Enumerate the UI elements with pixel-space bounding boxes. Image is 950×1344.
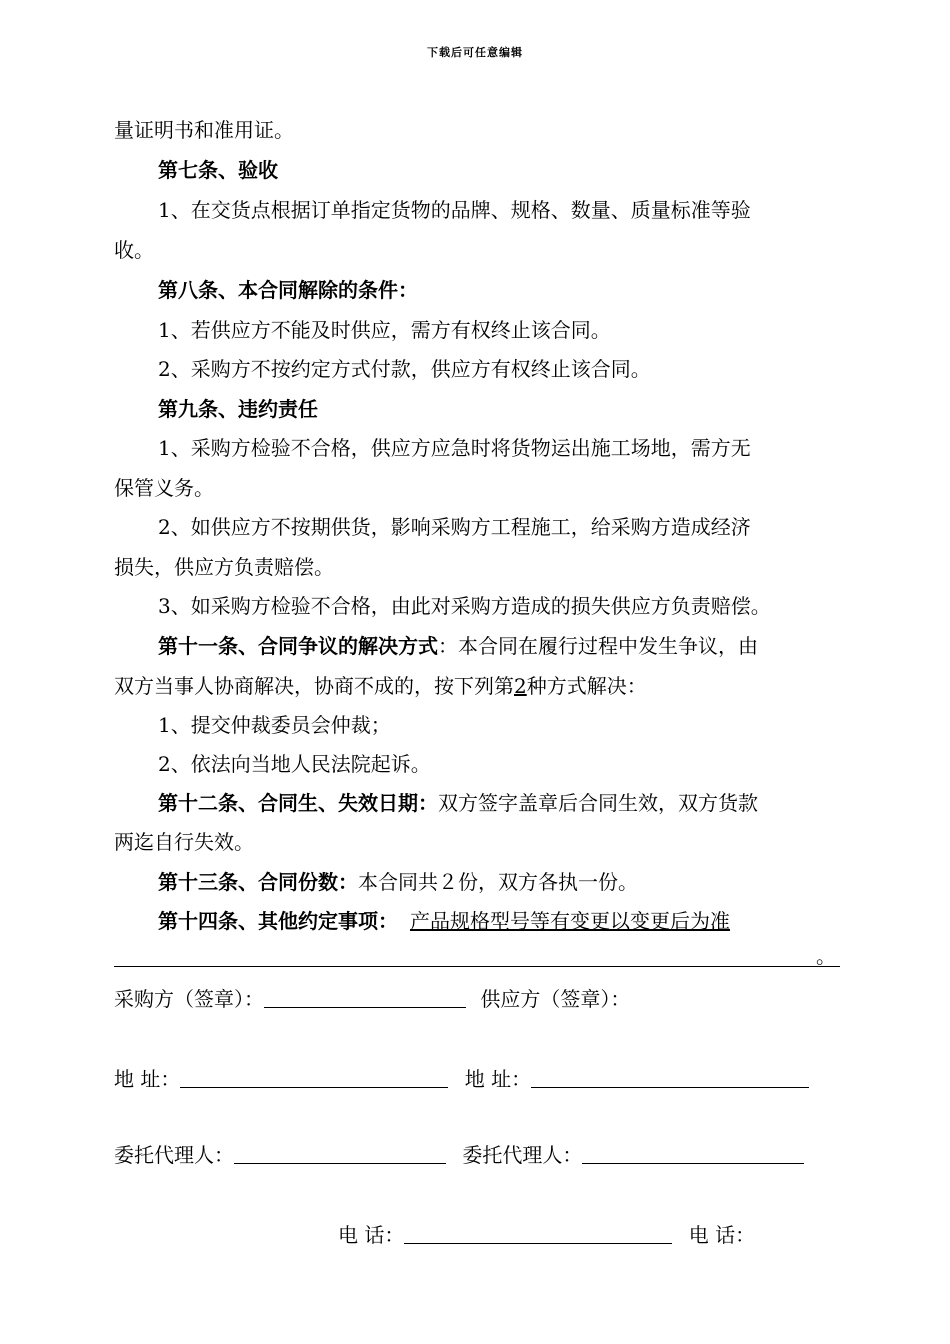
buyer-signature-row (114, 985, 844, 1013)
buyer-phone-blank[interactable] (404, 1223, 672, 1244)
page-header: 下载后可任意编辑 (427, 46, 523, 59)
article-11-line-2 (114, 672, 844, 700)
article-13-line (158, 868, 848, 896)
article-11-method-number: 2 (514, 674, 527, 698)
article-9-item-1-cont: 保管义务。 (114, 476, 214, 500)
article-8-item-1: 1、若供应方不能及时供应，需方有权终止该合同。 (158, 318, 611, 342)
article-11-item-2: 2、依法向当地人民法院起诉。 (158, 752, 431, 776)
article-11-line-1 (158, 632, 848, 660)
article-9-item-2: 2、如供应方不按期供货，影响采购方工程施工，给采购方造成经济 (158, 515, 751, 539)
phone-row (338, 1221, 838, 1249)
text-line: 量证明书和准用证。 (114, 118, 294, 142)
article-12-text: 双方签字盖章后合同生效，双方货款 (438, 791, 758, 815)
article-9-item-2-cont: 损失，供应方负责赔偿。 (114, 555, 334, 579)
article-7-item-1-cont: 收。 (114, 238, 154, 262)
buyer-address-label: 地 址： (114, 1067, 181, 1091)
article-9-item-3: 3、如采购方检验不合格，由此对采购方造成的损失供应方负责赔偿。 (158, 594, 771, 618)
article-13-title: 第十三条、合同份数： (158, 870, 358, 894)
article-9-item-1: 1、采购方检验不合格，供应方应急时将货物运出施工场地，需方无 (158, 436, 751, 460)
supplier-agent-blank[interactable] (582, 1143, 804, 1164)
supplier-sign-label: 供应方（签章）： (480, 987, 631, 1011)
article-11-text: ：本合同在履行过程中发生争议，由 (438, 634, 758, 658)
fill-in-rule (114, 966, 840, 967)
article-12-line-1 (158, 789, 848, 817)
article-8-title: 第八条、本合同解除的条件： (158, 278, 418, 302)
article-11-title: 第十一条、合同争议的解决方式 (158, 634, 438, 658)
article-12-line-2: 两迄自行失效。 (114, 830, 254, 854)
buyer-sign-blank[interactable] (264, 987, 466, 1008)
buyer-sign-label: 采购方（签章）： (114, 987, 264, 1011)
article-14-end-mark: 。 (816, 944, 836, 968)
article-7-title: 第七条、验收 (158, 158, 278, 182)
article-7-item-1: 1、在交货点根据订单指定货物的品牌、规格、数量、质量标准等验 (158, 198, 751, 222)
article-11-text-pre: 双方当事人协商解决，协商不成的，按下列第 (114, 674, 514, 698)
article-8-item-2: 2、采购方不按约定方式付款，供应方有权终止该合同。 (158, 357, 651, 381)
article-13-text: 本合同共２份，双方各执一份。 (358, 870, 638, 894)
supplier-address-blank[interactable] (531, 1067, 809, 1088)
buyer-agent-label: 委托代理人： (114, 1143, 234, 1167)
article-9-title: 第九条、违约责任 (158, 397, 318, 421)
article-14-title: 第十四条、其他约定事项： (158, 909, 398, 933)
article-11-item-1: 1、提交仲裁委员会仲裁； (158, 713, 391, 737)
supplier-phone-label: 电 话： (688, 1223, 756, 1247)
buyer-address-blank[interactable] (180, 1067, 448, 1088)
article-14-line (158, 907, 848, 935)
agent-row (114, 1141, 844, 1169)
buyer-phone-label: 电 话： (338, 1223, 405, 1247)
article-12-title: 第十二条、合同生、失效日期： (158, 791, 438, 815)
address-row (114, 1065, 844, 1093)
article-11-text-post: 种方式解决： (526, 674, 647, 698)
supplier-agent-label: 委托代理人： (462, 1143, 583, 1167)
buyer-agent-blank[interactable] (234, 1143, 446, 1164)
supplier-address-label: 地 址： (464, 1067, 532, 1091)
article-14-text: 产品规格型号等有变更以变更后为准 (410, 909, 730, 933)
